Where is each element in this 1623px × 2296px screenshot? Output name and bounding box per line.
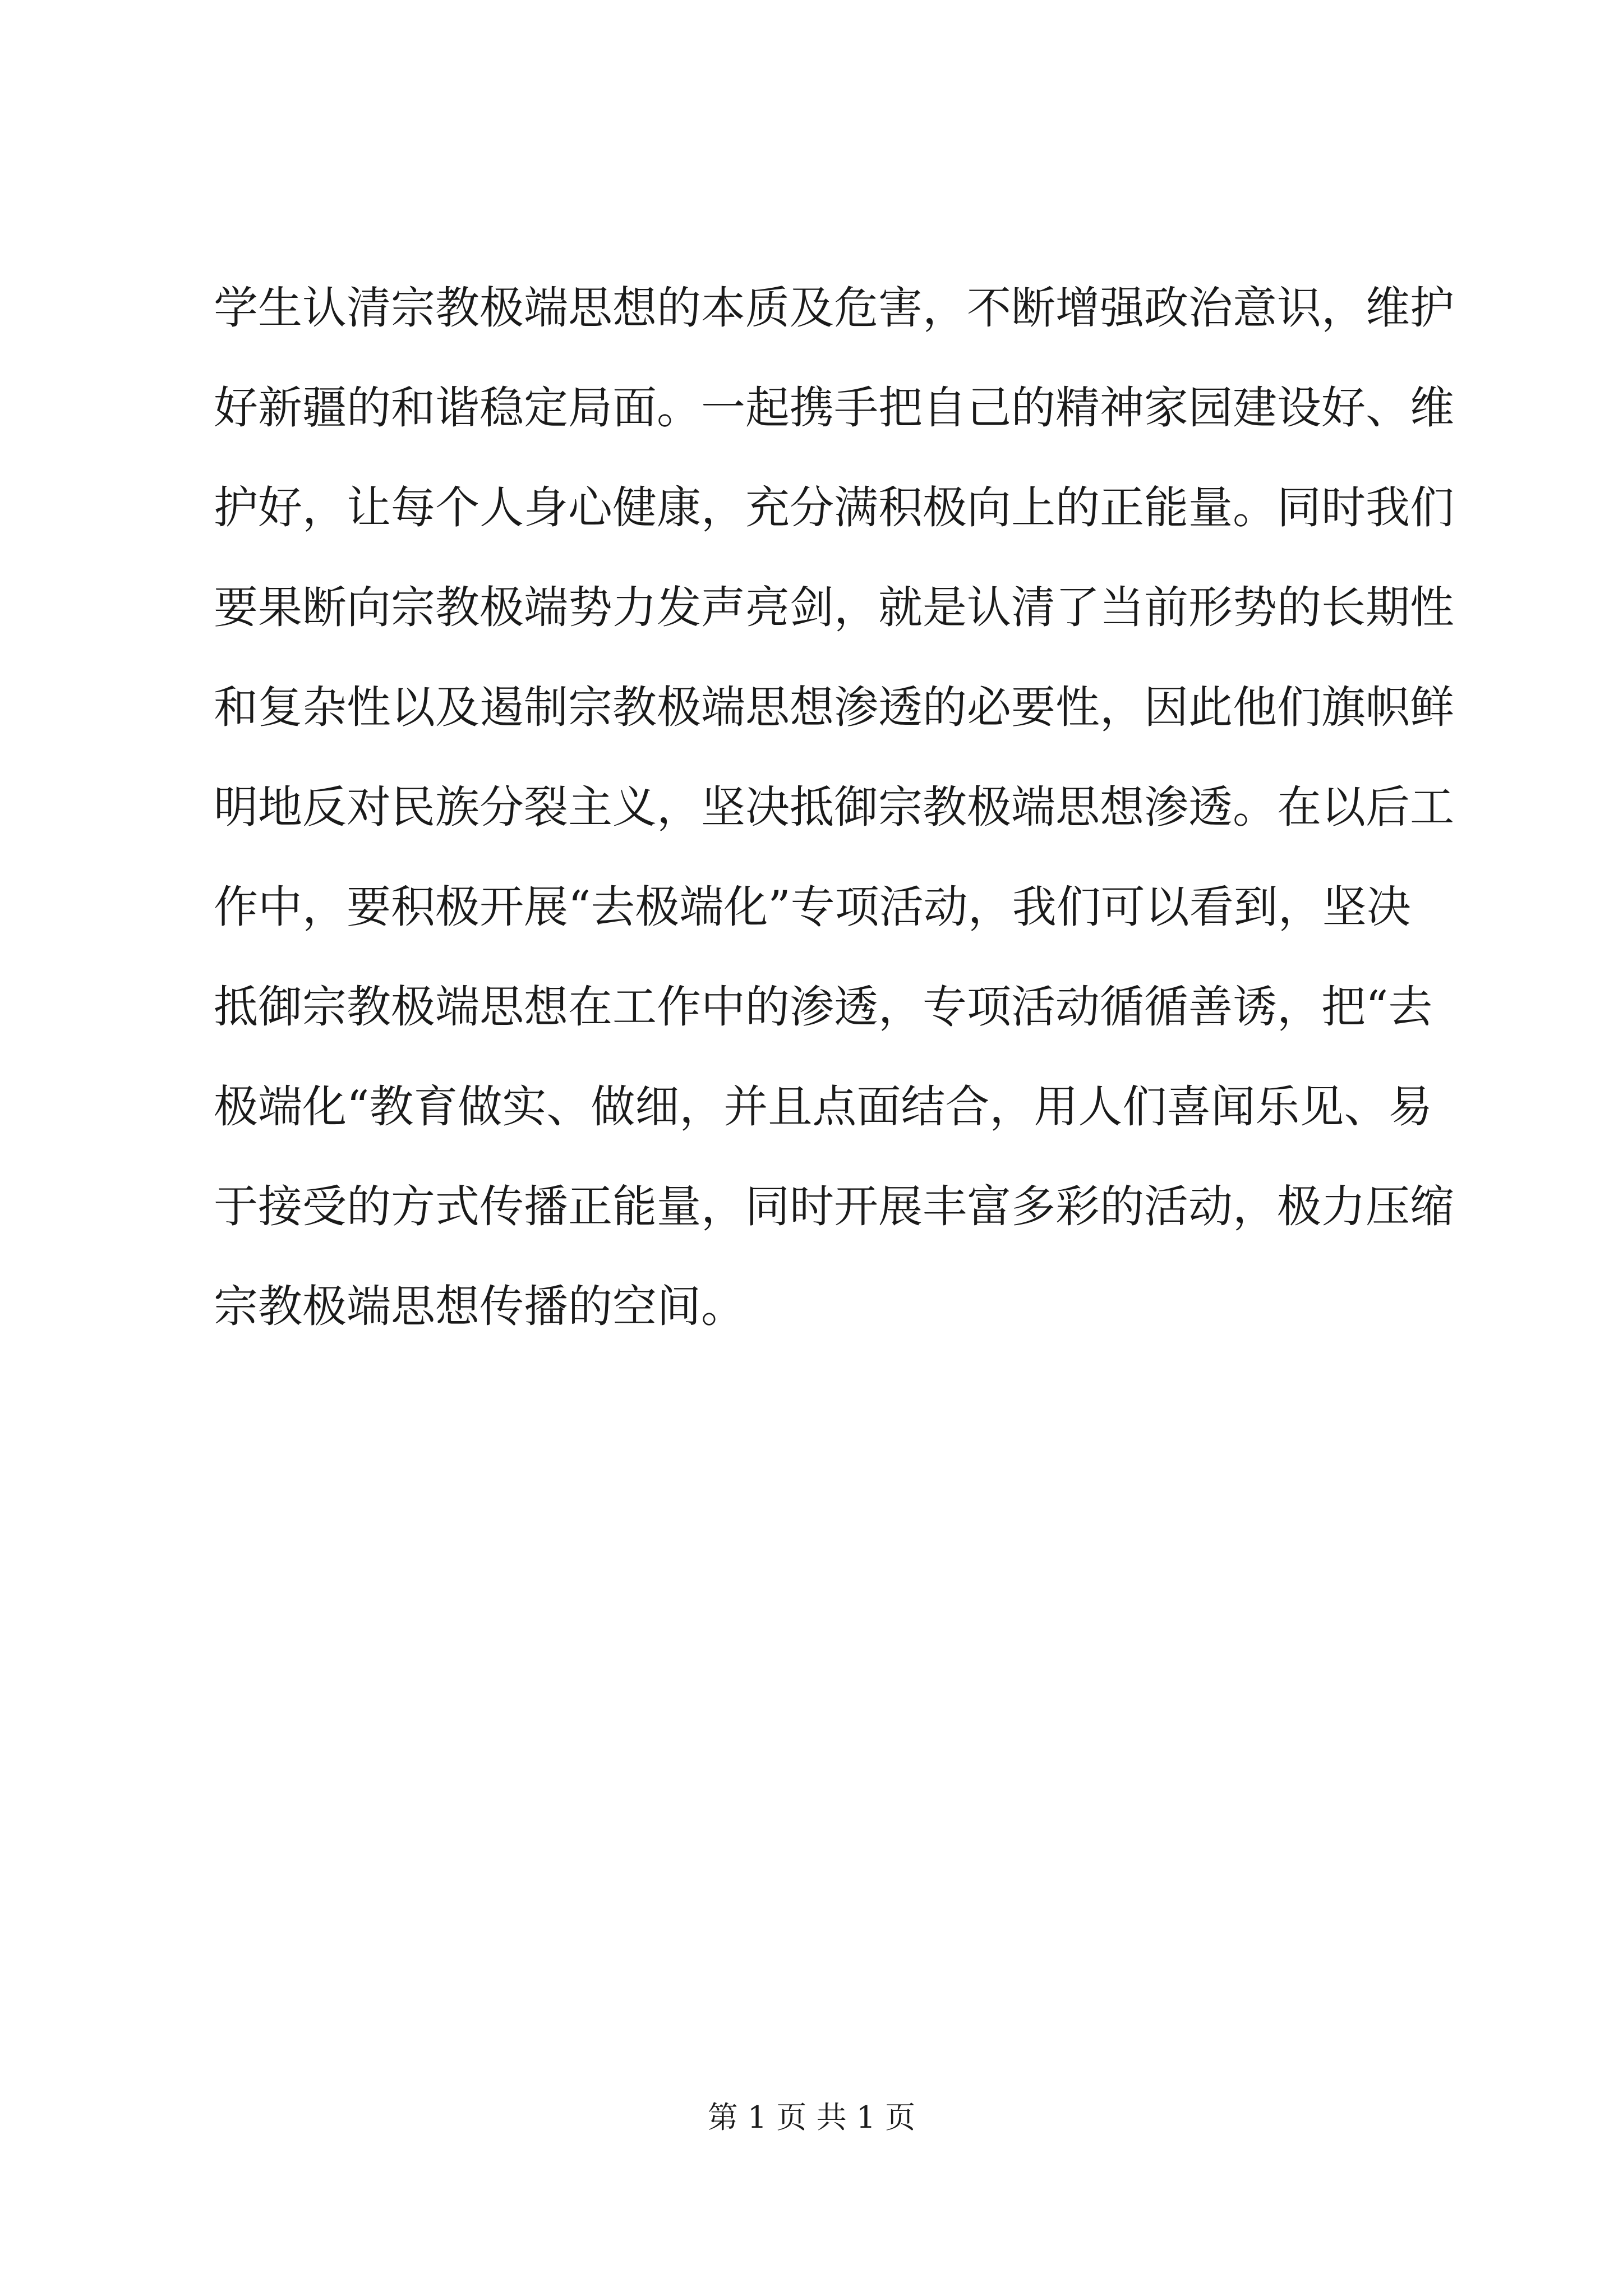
text-line: 宗教极端思想传播的空间。: [214, 1281, 745, 1332]
text-line: 抵御宗教极端思想在工作中的渗透，专项活动循循善诱，把“去: [214, 981, 1433, 1033]
text-line: 学生认清宗教极端思想的本质及危害，不断增强政治意识，维护: [214, 282, 1454, 334]
text-line: 作中，要积极开展“去极端化”专项活动，我们可以看到，坚决: [214, 881, 1411, 933]
text-line: 明地反对民族分裂主义，坚决抵御宗教极端思想渗透。在以后工: [214, 781, 1454, 833]
page-footer: [0, 2098, 1623, 2137]
body-paragraph: [214, 258, 1454, 1356]
page-number-label: 第 1 页 共 1 页: [707, 2100, 916, 2135]
text-line: 和复杂性以及遏制宗教极端思想渗透的必要性，因此他们旗帜鲜: [214, 682, 1454, 733]
text-line: 护好，让每个人身心健康，充分满积极向上的正能量。同时我们: [214, 482, 1454, 533]
text-line: 极端化“教育做实、做细，并且点面结合，用人们喜闻乐见、易: [214, 1081, 1433, 1133]
text-line: 于接受的方式传播正能量，同时开展丰富多彩的活动，极力压缩: [214, 1181, 1454, 1232]
text-line: 好新疆的和谐稳定局面。一起携手把自己的精神家园建设好、维: [214, 382, 1454, 434]
text-line: 要果断向宗教极端势力发声亮剑，就是认清了当前形势的长期性: [214, 582, 1454, 633]
